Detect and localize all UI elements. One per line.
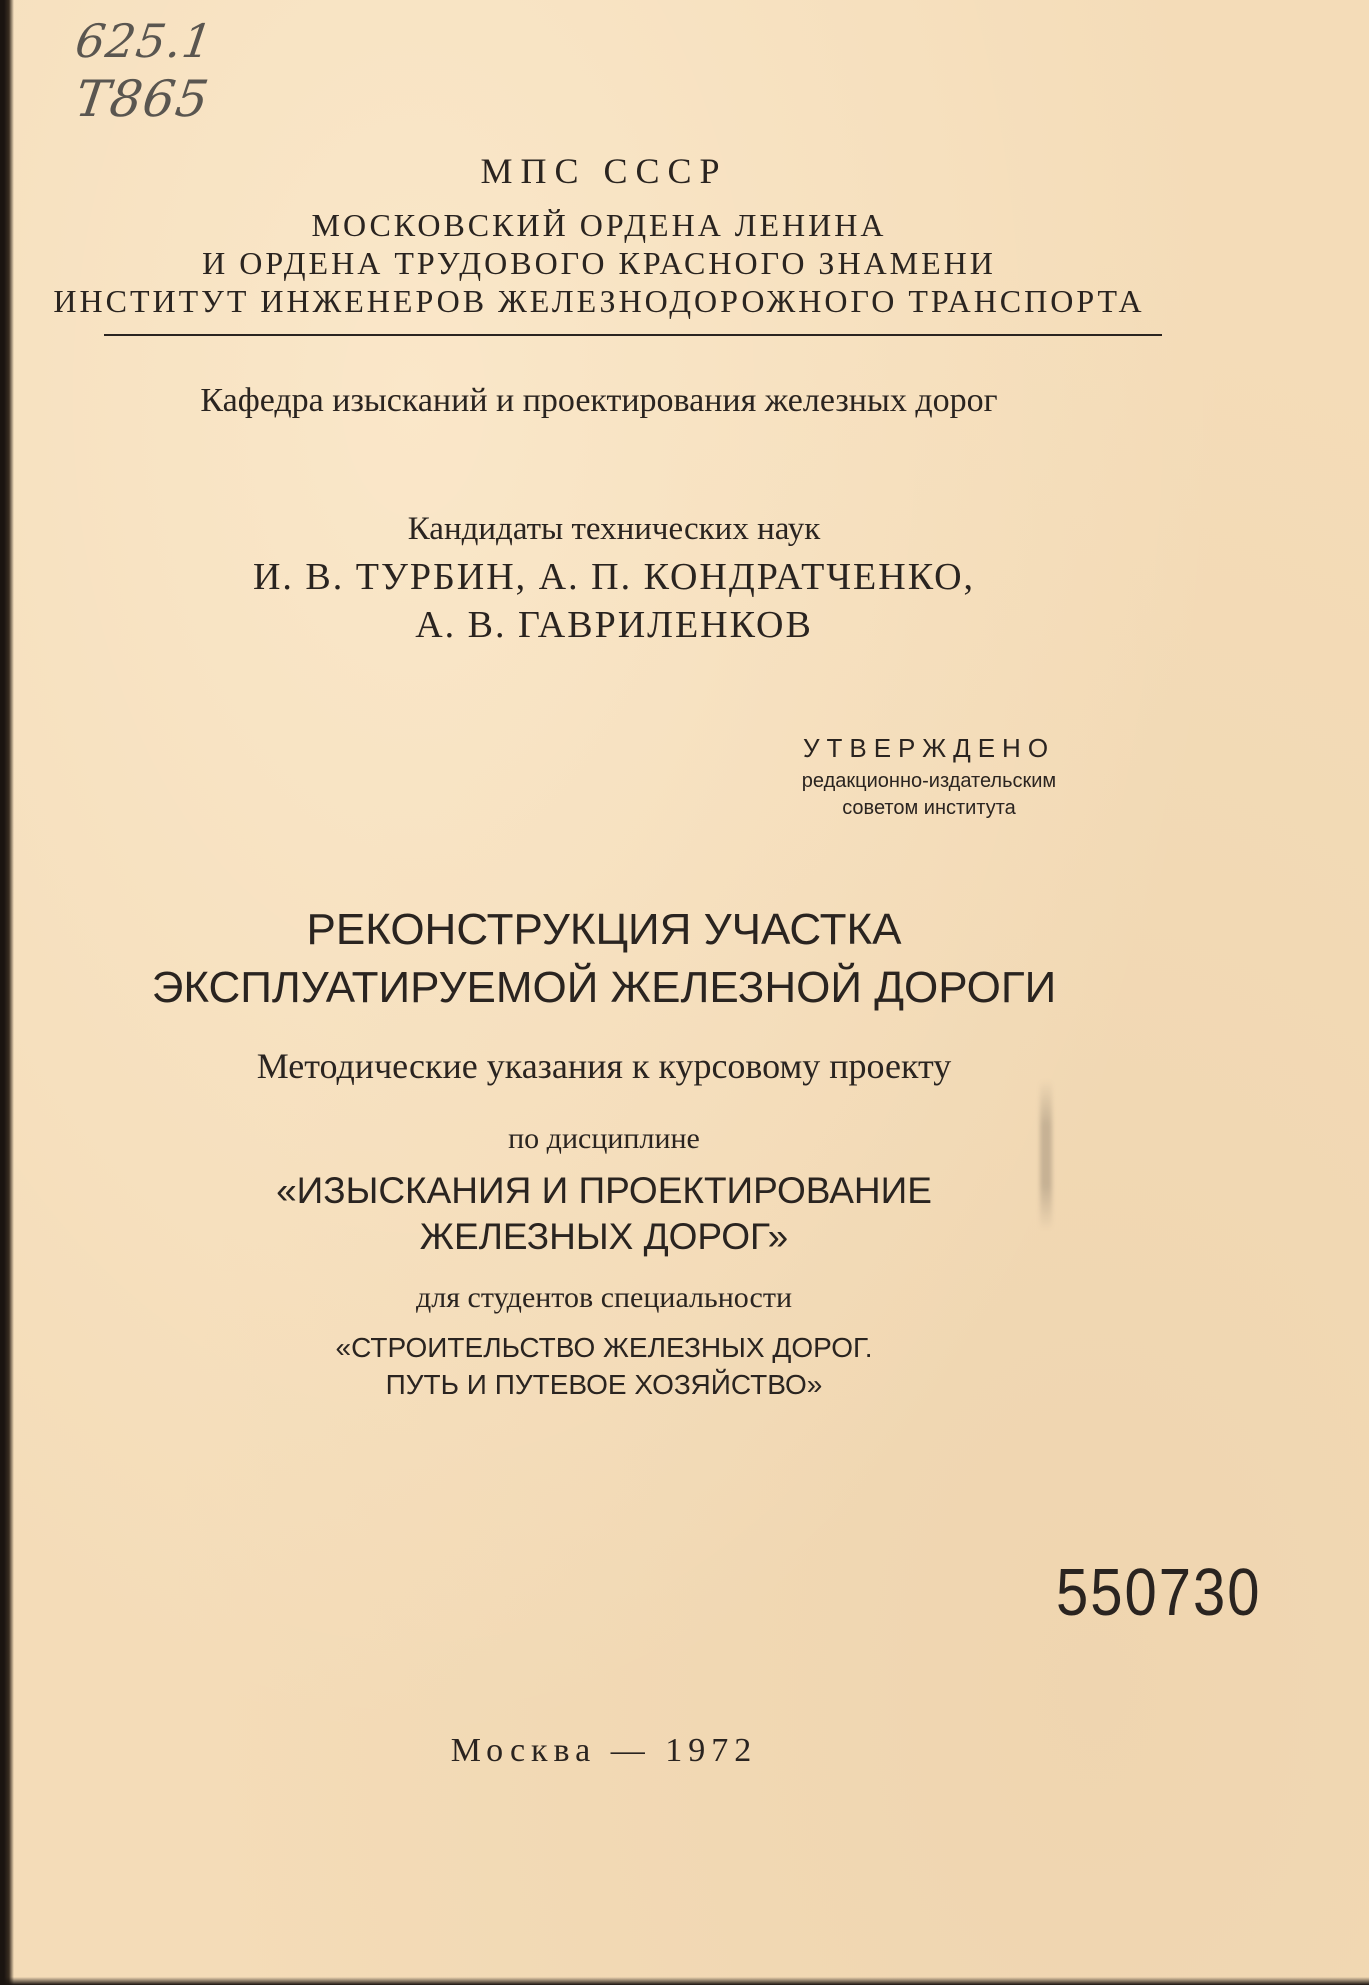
author-names-line-2: А. В. ГАВРИЛЕНКОВ [415,604,813,646]
main-title-line-2: ЭКСПЛУАТИРУЕМОЙ ЖЕЛЕЗНОЙ ДОРОГИ [151,963,1057,1012]
discipline-label: по дисциплине [508,1122,700,1155]
approval-heading: УТВЕРЖДЕНО [802,733,1056,763]
author-names-line-1: И. В. ТУРБИН, А. П. КОНДРАТЧЕНКО, [252,556,976,598]
institute-name-line-1: МОСКОВСКИЙ ОРДЕНА ЛЕНИНА [311,207,887,243]
author-degrees: Кандидаты технических наук [407,511,821,547]
discipline-name-line-2: ЖЕЛЕЗНЫХ ДОРОГ» [419,1216,789,1257]
header-divider [104,334,1162,336]
institute-name-line-2: И ОРДЕНА ТРУДОВОГО КРАСНОГО ЗНАМЕНИ [202,245,996,281]
specialty-line-1: «СТРОИТЕЛЬСТВО ЖЕЛЕЗНЫХ ДОРОГ. [335,1332,873,1363]
shelf-mark-line-2: Т865 [71,70,213,128]
approval-line-2: советом института [842,797,1016,819]
print-smudge [1040,1080,1052,1230]
subtitle: Методические указания к курсовому проекту [256,1046,952,1086]
page-bottom-edge [0,1977,1369,1985]
approval-line-1: редакционно-издательским [801,770,1057,792]
inventory-number-stamp: 550730 [1056,1555,1262,1630]
discipline-name-line-1: «ИЗЫСКАНИЯ И ПРОЕКТИРОВАНИЕ [276,1170,932,1211]
ministry-heading: МПС СССР [480,151,728,191]
institute-name-line-3: ИНСТИТУТ ИНЖЕНЕРОВ ЖЕЛЕЗНОДОРОЖНОГО ТРАНСПОРТА [53,283,1145,319]
audience-label: для студентов специальности [416,1281,792,1314]
shelf-mark-line-1: 625.1 [72,14,217,68]
department-name: Кафедра изысканий и проектирования железных дорог [200,382,998,419]
imprint-place-year: Москва — 1972 [450,1732,758,1769]
main-title-line-1: РЕКОНСТРУКЦИЯ УЧАСТКА [306,905,902,954]
specialty-line-2: ПУТЬ И ПУТЕВОЕ ХОЗЯЙСТВО» [385,1369,823,1400]
title-page [4,0,1369,1985]
